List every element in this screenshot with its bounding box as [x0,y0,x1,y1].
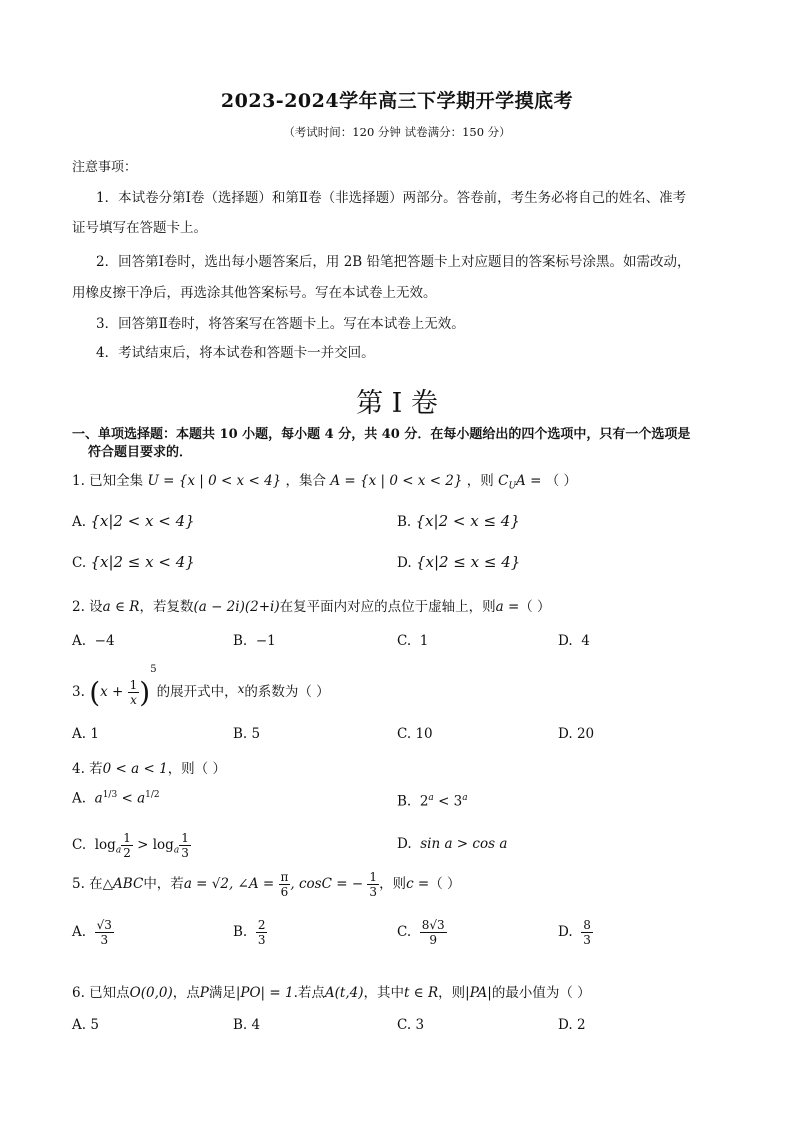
q3-text-a: 3. [72,684,85,700]
option-text: 4 [581,633,590,649]
q3-exponent: 5 [150,664,157,675]
q4c-n2: 1 [181,831,189,845]
q3-option-c [397,726,433,742]
q2-text-c: 在复平面内对应的点位于虚轴上，则 [279,599,496,615]
q2-option-b [233,633,276,649]
q5-text-b: 中，若 [143,876,184,892]
q4c-n1: 1 [123,831,131,845]
option-label: D. [558,924,573,940]
option-label: D. [397,555,412,571]
option-label: C. [72,837,87,853]
option-text: {x|2 < x ≤ 4} [415,512,520,530]
q1-text-b: ，集合 [285,473,327,489]
q5-option-b [233,918,267,947]
q5a-num: √3 [96,918,112,932]
q5c-num: 8√3 [421,918,445,932]
option-label: B. [397,793,412,810]
q4b-exp2: a [462,793,468,803]
option-label: A. [72,633,87,649]
q4a-lt: < [117,790,138,807]
q1-option-d [397,553,520,571]
q5b-num: 2 [257,918,266,932]
q2-text-a: 2. 设 [72,599,103,615]
question-1-stem [72,469,577,492]
q6-text-c: 满足 [208,985,236,1001]
option-text: {x|2 ≤ x < 4} [90,553,195,571]
q1-option-b [397,512,520,530]
option-label: D. [397,836,412,852]
q4-option-c [72,831,191,860]
option-label: C. [397,726,412,742]
q5c-frac [420,918,447,947]
q3-frac-num: 1 [129,678,138,692]
option-label: C. [397,1017,412,1033]
q2-option-c [397,633,428,649]
notice-item-4: 4．考试结束后，将本试卷和答题卡一并交回。 [96,345,375,361]
q6-text-d: .若点 [293,985,325,1001]
q2-text-b: ，若复数 [139,599,194,615]
q4-option-d [397,836,507,852]
q6-math-t: t ∈ R [403,985,439,1001]
option-label: A. [72,924,87,940]
q6-math-p: P [199,985,209,1001]
q2-math-complex: (a − 2i)(2+i) [193,599,280,615]
q4b-mid: < 3 [433,793,463,810]
q1-answer-blank: （ ） [545,473,577,489]
notice-item-2-line2: 用橡皮擦干净后，再选涂其他答案标号。写在本试卷上无效。 [72,285,437,301]
q2-math-a-real: a ∈ R [102,599,140,615]
q6-math-o: O(0,0) [129,985,173,1001]
option-text: 5 [251,726,261,742]
q1-option-c [72,553,195,571]
option-label: C. [397,924,412,940]
section-description [72,426,732,462]
q5-fd: 6 [280,885,289,899]
q5a-den: 3 [100,933,109,947]
q4a-exp1: 1/3 [102,790,118,800]
q6-text-g: 的最小值为（ ） [491,985,591,1001]
option-label: B. [233,924,248,940]
q2-answer-blank: （ ） [519,599,551,615]
q6-math-po: |PO| = 1 [235,985,294,1001]
q4a-base2: a [137,790,146,807]
q5-fn2: 1 [369,870,378,884]
option-label: C. [397,633,412,649]
q5-text-a: 5. 在 [72,876,103,892]
question-3-stem [72,664,330,709]
q1-text-c: ，则 [466,473,494,489]
q5-math-c: c = [406,876,430,892]
q1-math-set-a: A = {x | 0 < x < 2} [330,473,463,489]
q6-option-b [233,1017,260,1033]
notice-heading: 注意事项： [72,160,138,175]
q2-option-a [72,633,115,649]
q5-math-given: a = √2, ∠A = [183,876,275,892]
question-5-stem [72,870,461,899]
option-text: 5 [90,1017,99,1033]
option-label: C. [72,555,87,571]
option-label: B. [233,633,248,649]
exam-subtitle: （考试时间：120 分钟 试卷满分：150 分） [283,125,511,139]
q3-math-x-plus: x + [100,684,124,700]
option-label: D. [558,633,573,649]
option-label: A. [72,726,87,742]
q4-text-a: 4. 若 [72,761,103,777]
q5-option-c [397,918,447,947]
q5-option-a [72,918,114,947]
notice-item-1-line1: 1．本试卷分第Ⅰ卷（选择题）和第Ⅱ卷（非选择题）两部分。答卷前，考生务必将自己的姓名、准考 [96,190,687,206]
q3-fraction [128,678,140,707]
q4-option-b [397,793,468,810]
q5a-frac [95,918,114,947]
q1-option-a [72,512,195,530]
question-6-stem [72,981,591,1001]
q4b-exp1: a [428,793,434,803]
q6-text-e: ，其中 [363,985,404,1001]
q1-math-complement-sub: U [508,481,517,492]
q3-frac-den: x [130,693,137,707]
q5-text-c: ，则 [379,876,407,892]
option-text: sin a > cos a [420,836,508,852]
question-4-stem [72,757,226,777]
q5-answer-blank: （ ） [429,876,461,892]
q3-text-b: 的展开式中， [156,684,238,700]
notice-item-3: 3．回答第Ⅱ卷时，将答案写在答题卡上。写在本试卷上无效。 [96,316,465,332]
q6-option-d [558,1017,586,1033]
q1-math-a: A = [516,473,542,489]
q4c-sub1: a [115,845,122,856]
option-label: A. [72,1017,87,1033]
q3-option-b [233,726,260,742]
option-text: −1 [255,633,276,649]
q4c-frac1 [121,831,133,860]
q5-frac-pi-6 [279,870,291,899]
option-label: D. [558,1017,573,1033]
option-text: 4 [251,1017,261,1033]
option-label: D. [558,726,573,742]
notice-item-2-line1: 2．回答第Ⅰ卷时，选出每小题答案后，用 2B 铅笔把答题卡上对应题目的答案标号涂黑。如需改动， [96,254,691,270]
q5-option-d [558,918,593,947]
q6-option-c [397,1017,424,1033]
section-desc-line1: 一、单项选择题：本题共 10 小题，每小题 4 分，共 40 分．在每小题给出的四个选项中，只有一个选项是 [72,427,691,442]
option-text: 1 [90,726,99,742]
option-text: 3 [415,1017,425,1033]
q5-frac-1-3 [367,870,379,899]
q5c-den: 9 [429,933,438,947]
q1-math-complement: C [498,473,509,489]
question-2-stem [72,595,551,615]
q4c-d1: 2 [123,846,131,860]
q6-math-pa: |PA| [465,985,492,1001]
q4a-exp2: 1/2 [145,790,160,800]
q3-math-x: x [237,682,245,696]
q4-option-a [72,790,160,807]
q6-text-b: ，点 [172,985,200,1001]
q3-text-c: 的系数为（ ） [244,684,330,700]
option-label: A. [72,514,87,530]
q5-math-cos: , cosC = − [290,876,364,892]
option-text: −4 [94,633,115,649]
q6-text-a: 6. 已知点 [72,985,130,1001]
q5d-num: 8 [583,918,591,932]
q6-text-f: ，则 [438,985,466,1001]
option-label: A. [72,790,87,807]
q1-math-universal-set: U = {x | 0 < x < 4} [147,473,282,489]
option-text: 2 [576,1017,586,1033]
q4-math-range: 0 < a < 1 [102,761,168,777]
q5-fd2: 3 [369,885,378,899]
q4c-frac2 [179,831,191,860]
q6-option-a [72,1017,99,1033]
exam-title: 2023-2024学年高三下学期开学摸底考 [220,90,574,112]
q5b-frac [256,918,268,947]
q5d-den: 3 [583,933,591,947]
section-title: 第 I 卷 [356,388,438,419]
q3-option-a [72,726,99,742]
q3-right-paren: ) [139,676,151,709]
option-label: B. [233,1017,248,1033]
q4c-sub2: a [173,845,180,856]
section-desc-line2: 符合题目要求的． [88,445,193,460]
option-text: 10 [415,726,433,742]
q5b-den: 3 [257,933,266,947]
q2-math-a: a = [495,599,520,615]
q3-option-d [558,726,594,742]
q4a-base1: a [94,790,103,807]
q4c-gt-log: > log [132,837,174,853]
q2-option-d [558,633,590,649]
q4b-base1: 2 [419,793,429,810]
option-text: {x|2 ≤ x ≤ 4} [415,553,521,571]
q3-left-paren: ( [89,676,101,709]
q4-text-b: ，则（ ） [167,761,226,777]
q5-fn: π [280,870,289,884]
option-text: 20 [576,726,595,742]
q5d-frac [581,918,593,947]
option-label: B. [233,726,248,742]
option-text: {x|2 < x < 4} [90,512,195,530]
q5-math-triangle: △ABC [102,876,144,892]
notice-item-1-line2: 证号填写在答题卡上。 [72,220,207,236]
option-text: 1 [419,633,429,649]
q4c-log1: log [94,837,116,853]
q4c-d2: 3 [181,846,189,860]
q1-text-a: 1. 已知全集 [72,473,144,489]
option-label: B. [397,514,412,530]
q6-math-a: A(t,4) [324,985,364,1001]
